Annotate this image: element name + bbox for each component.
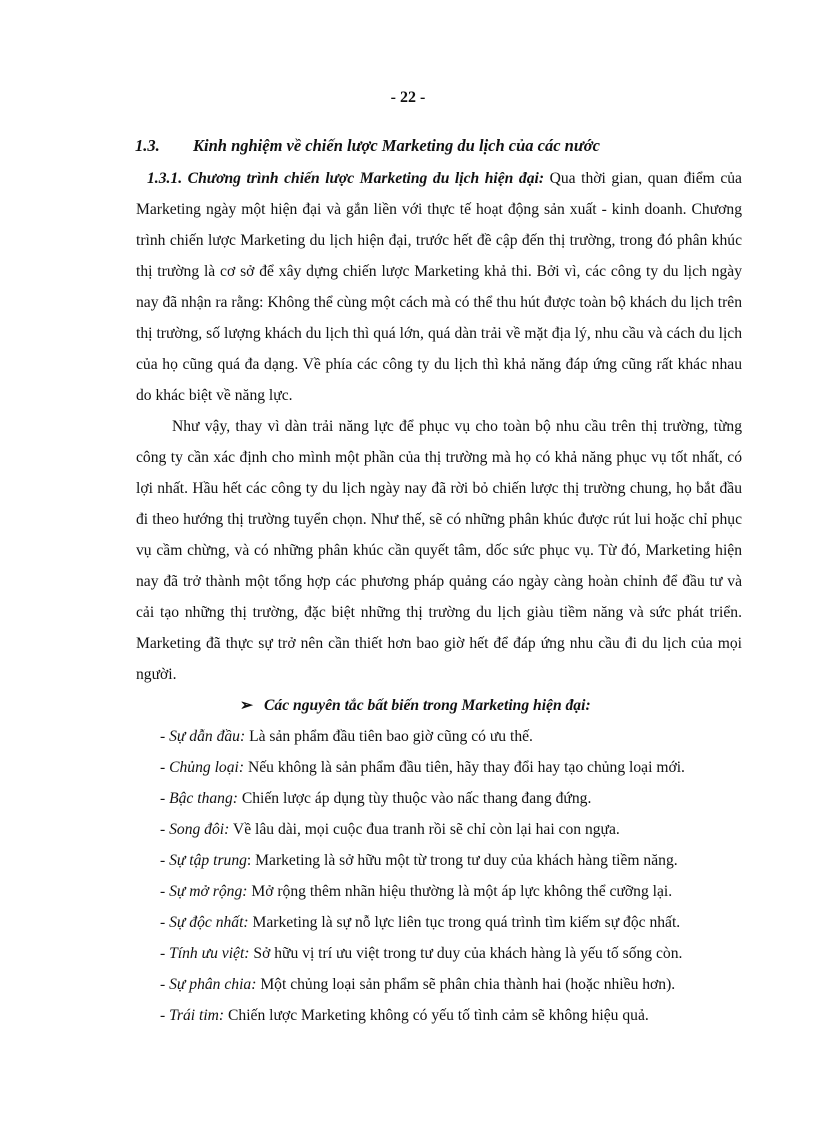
subsection-title: Chương trình chiến lược Marketing du lịch hiện đại: <box>187 170 545 187</box>
principle-text: Sở hữu vị trí ưu việt trong tư duy của khách hàng là yếu tố sống còn. <box>249 945 683 962</box>
subsection-text: Qua thời gian, quan điểm của Marketing ngày một hiện đại và gắn liền với thực tế hoạt động sản xuất - kinh doanh. Chương trình chiến lược Marketing du lịch hiện đại, trước hết đề cập đến thị trường, trong đó phân khúc thị trường là cơ sở để xây dựng chiến lược Marketing khả thi. Bởi vì, các công ty du lịch ngày nay đã nhận ra rằng: Không thể cùng một cách mà có thể thu hút được toàn bộ khách du lịch trên thị trường, số lượng khách du lịch thì quá lớn, quá dàn trải về mặt địa lý, nhu cầu và cách du lịch của họ cũng quá đa dạng. Về phía các công ty du lịch thì khả năng đáp ứng cũng rất khác nhau do khác biệt về năng lực. <box>136 170 742 404</box>
principle-term: Sự dẫn đầu: <box>169 728 246 745</box>
principles-list <box>136 721 742 1031</box>
list-item: - Sự dẫn đầu: Là sản phẩm đầu tiên bao giờ cũng có ưu thế. <box>160 728 533 745</box>
list-item: - Tính ưu việt: Sở hữu vị trí ưu việt trong tư duy của khách hàng là yếu tố sống còn. <box>160 945 683 962</box>
page-number: - 22 - <box>390 89 426 106</box>
list-item: - Song đôi: Về lâu dài, mọi cuộc đua tranh rồi sẽ chỉ còn lại hai con ngựa. <box>160 821 620 838</box>
list-item: - Trái tim: Chiến lược Marketing không có yếu tố tình cảm sẽ không hiệu quả. <box>160 1007 649 1024</box>
subsection-paragraph <box>136 163 742 411</box>
section-title: Kinh nghiệm về chiến lược Marketing du lịch của các nước <box>193 136 600 155</box>
principle-text: Nếu không là sản phẩm đầu tiên, hãy thay đổi hay tạo chủng loại mới. <box>244 759 685 776</box>
principle-term: Song đôi: <box>169 821 230 838</box>
principle-text: Một chủng loại sản phẩm sẽ phân chia thành hai (hoặc nhiều hơn). <box>256 976 676 993</box>
principle-term: Trái tim: <box>169 1007 225 1024</box>
subsection-number: 1.3.1. <box>147 170 183 187</box>
section-number: 1.3. <box>135 136 160 155</box>
principle-text: Là sản phẩm đầu tiên bao giờ cũng có ưu thế. <box>245 728 533 745</box>
list-item: - Sự phân chia: Một chủng loại sản phẩm sẽ phân chia thành hai (hoặc nhiều hơn). <box>160 976 676 993</box>
principle-term: Chủng loại: <box>169 759 245 776</box>
principle-text: Chiến lược Marketing không có yếu tố tình cảm sẽ không hiệu quả. <box>224 1007 649 1024</box>
paragraph-2: Như vậy, thay vì dàn trải năng lực để phục vụ cho toàn bộ nhu cầu trên thị trường, từng công ty cần xác định cho mình một phần của thị trường mà họ có khả năng phục vụ tốt nhất, có lợi nhất. Hầu hết các công ty du lịch ngày nay đã rời bỏ chiến lược thị trường chung, họ bắt đầu đi theo hướng thị trường tuyển chọn. Như thế, sẽ có những phân khúc được rút lui hoặc chỉ phục vụ cầm chừng, và có những phân khúc cần quyết tâm, dốc sức phục vụ. Từ đó, Marketing hiện nay đã trở thành một tổng hợp các phương pháp quảng cáo ngày càng hoàn chỉnh để đầu tư và cải tạo những thị trường, đặc biệt những thị trường du lịch giàu tiềm năng và sức phát triển. Marketing đã thực sự trở nên cần thiết hơn bao giờ hết để đáp ứng nhu cầu đi du lịch của mọi người. <box>136 418 742 683</box>
principle-text: Mở rộng thêm nhãn hiệu thường là một áp lực không thể cưỡng lại. <box>247 883 673 900</box>
list-item: - Sự mở rộng: Mở rộng thêm nhãn hiệu thường là một áp lực không thể cưỡng lại. <box>160 883 673 900</box>
principle-text: Về lâu dài, mọi cuộc đua tranh rồi sẽ chỉ còn lại hai con ngựa. <box>229 821 620 838</box>
principle-term: Sự tập trung <box>169 852 247 869</box>
body-text <box>136 163 742 1031</box>
list-item: - Bậc thang: Chiến lược áp dụng tùy thuộc vào nấc thang đang đứng. <box>160 790 592 807</box>
list-item: - Sự tập trung: Marketing là sở hữu một từ trong tư duy của khách hàng tiềm năng. <box>160 852 678 869</box>
arrow-bullet-icon: ➢ <box>240 697 254 714</box>
principle-text: : Marketing là sở hữu một từ trong tư duy của khách hàng tiềm năng. <box>246 852 678 869</box>
principle-term: Sự độc nhất: <box>169 914 249 931</box>
principle-text: Marketing là sự nỗ lực liên tục trong quá trình tìm kiếm sự độc nhất. <box>248 914 681 931</box>
principles-heading <box>136 690 742 721</box>
principle-term: Tính ưu việt: <box>169 945 250 962</box>
section-heading <box>135 136 600 156</box>
principles-heading-text: Các nguyên tắc bất biến trong Marketing hiện đại: <box>264 697 591 714</box>
list-item: - Chủng loại: Nếu không là sản phẩm đầu tiên, hãy thay đổi hay tạo chủng loại mới. <box>160 759 685 776</box>
principle-term: Sự phân chia: <box>169 976 257 993</box>
principle-term: Sự mở rộng: <box>169 883 248 900</box>
list-item: - Sự độc nhất: Marketing là sự nỗ lực liên tục trong quá trình tìm kiếm sự độc nhất. <box>160 914 681 931</box>
principle-text: Chiến lược áp dụng tùy thuộc vào nấc thang đang đứng. <box>237 790 592 807</box>
principle-term: Bậc thang: <box>169 790 238 807</box>
